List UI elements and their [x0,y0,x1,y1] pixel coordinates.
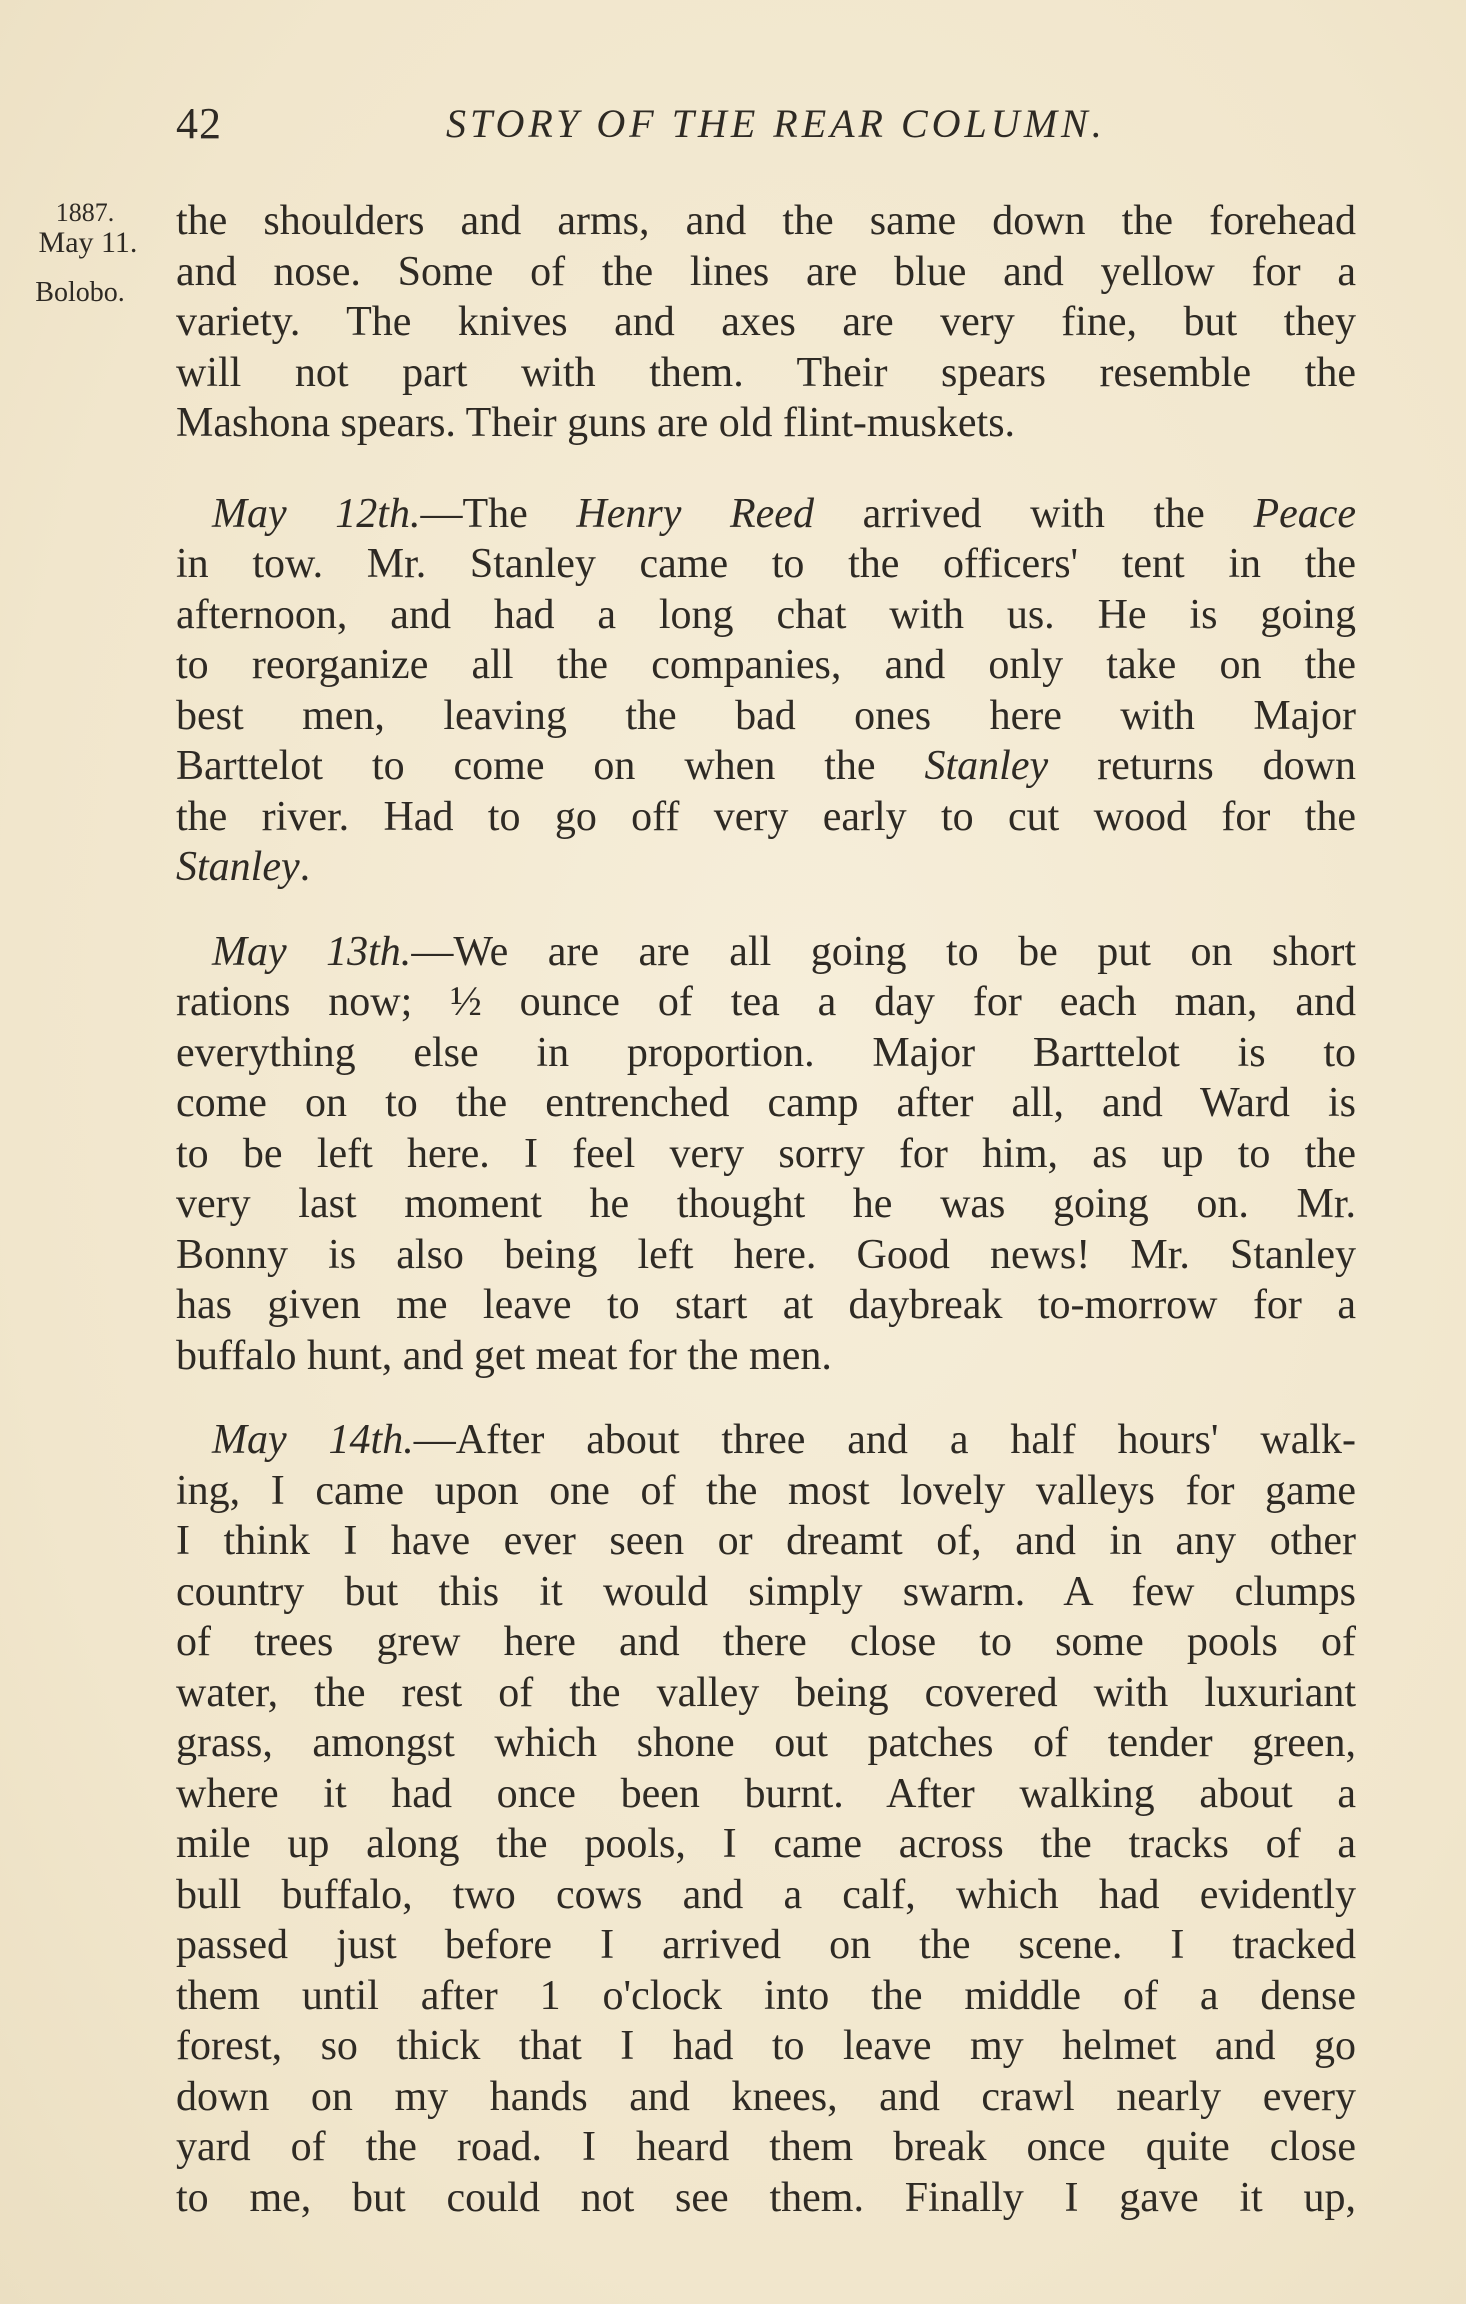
text-line [176,842,1356,893]
ship-name: Peace [1253,490,1357,537]
text-line: to me, but could not see them. Finally I gave it up, [176,2174,1356,2221]
text-line: the river. Had to go off very early to cut wood for the [176,793,1356,840]
paragraph-1 [176,196,1356,449]
text-line: everything else in proportion. Major Barttelot is to [176,1029,1356,1076]
text-line [212,927,1356,978]
text-fragment: returns down [1048,743,1356,789]
text-fragment: —The [420,490,577,537]
text-line: forest, so thick that I had to leave my helmet and go [176,2023,1356,2069]
text-fragment: —We are are all going to be put on short [411,928,1356,975]
text-line: I think I have ever seen or dreamt of, and in any other [176,1518,1356,1564]
text-line [176,741,1356,792]
text-line: mile up along the pools, I came across the tracks of a [176,1821,1356,1867]
entry-date: May 13th. [212,928,412,975]
text-fragment: arrived with the [813,490,1254,537]
body-text [176,196,1356,2223]
text-line: bull buffalo, two cows and a calf, which had evidently [176,1871,1356,1918]
entry-date: May 14th. [212,1417,414,1463]
text-line: variety. The knives and axes are very fine, but they [176,299,1356,345]
text-line: to reorganize all the companies, and only take on the [176,642,1356,688]
paragraph-3 [176,927,1356,1382]
text-line [212,1415,1356,1466]
margin-place: Bolobo. [35,277,125,308]
text-line: water, the rest of the valley being covered with luxuriant [176,1669,1356,1716]
text-line: very last moment he thought he was going on. Mr. [176,1181,1356,1227]
text-line: grass, amongst which shone out patches of tender green, [176,1720,1356,1766]
ship-name: Stanley [176,844,300,890]
text-line: will not part with them. Their spears resemble the [176,349,1356,396]
text-line: country but this it would simply swarm. A few clumps [176,1568,1356,1615]
ship-name: Stanley [924,743,1049,789]
text-line: Mashona spears. Their guns are old flint-muskets. [176,400,1016,446]
text-line: to be left here. I feel very sorry for him, as up to the [176,1130,1356,1177]
text-line: yard of the road. I heard them break once quite close [176,2124,1356,2170]
text-fragment: . [299,844,311,890]
text-line: ing, I came upon one of the most lovely valleys for game [176,1467,1356,1514]
text-line: of trees grew here and there close to some pools of [176,1619,1356,1665]
running-title: STORY OF THE REAR COLUMN. [446,101,1106,146]
paragraph-2 [176,489,1356,893]
text-line: has given me leave to start at daybreak to-morrow for a [176,1282,1356,1328]
paragraph-4 [176,1415,1356,2223]
page-number: 42 [176,99,222,148]
text-line: them until after 1 o'clock into the middle of a dense [176,1972,1356,2019]
text-line: Bonny is also being left here. Good news! Mr. Stanley [176,1231,1356,1278]
text-fragment: —After about three and a half hours' walk- [413,1417,1356,1463]
page-header [176,98,1356,158]
entry-date: May 12th. [212,490,421,537]
text-line: passed just before I arrived on the scene. I tracked [176,1922,1356,1968]
text-line: where it had once been burnt. After walking about a [176,1770,1356,1817]
margin-date: May 11. [38,226,138,259]
text-line: best men, leaving the bad ones here with Major [176,692,1356,739]
text-line: down on my hands and knees, and crawl nearly every [176,2073,1356,2120]
text-line: rations now; ½ ounce of tea a day for each man, and [176,979,1356,1025]
text-fragment: Barttelot to come on when the [176,743,925,789]
text-line: afternoon, and had a long chat with us. He is going [176,591,1356,638]
ship-name: Henry Reed [576,490,814,537]
text-line: the shoulders and arms, and the same down the forehead [176,198,1356,244]
margin-year: 1887. [55,198,115,227]
text-line: come on to the entrenched camp after all, and Ward is [176,1080,1356,1126]
text-line: in tow. Mr. Stanley came to the officers' tent in the [176,541,1356,587]
text-line: and nose. Some of the lines are blue and yellow for a [176,248,1356,295]
text-line: buffalo hunt, and get meat for the men. [176,1332,832,1379]
text-line [212,489,1356,540]
